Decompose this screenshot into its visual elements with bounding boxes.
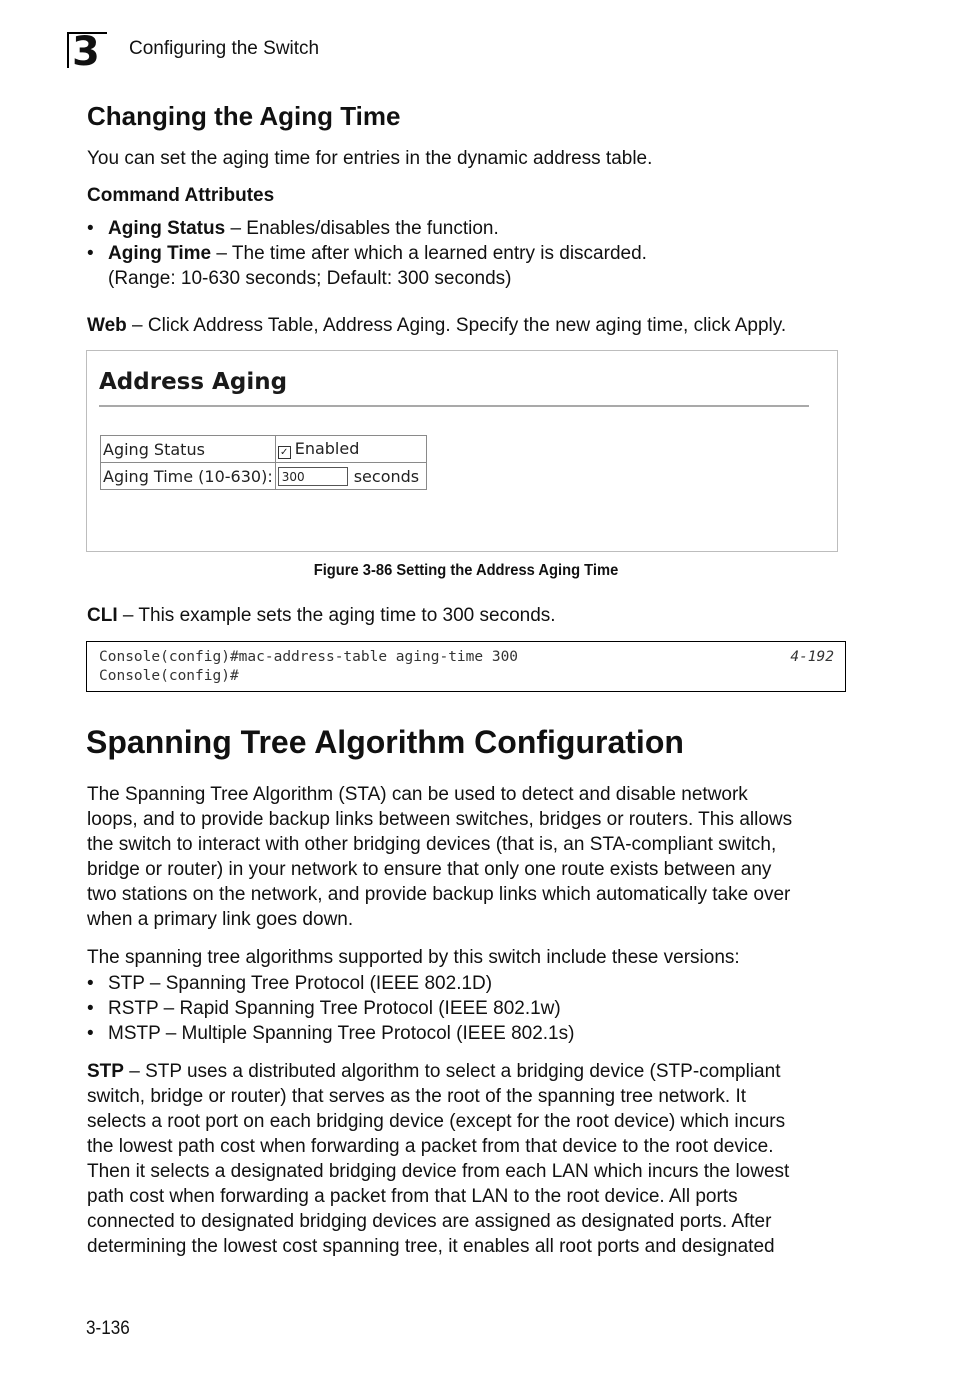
bullet-icon: • <box>87 218 94 239</box>
aging-time-unit: seconds <box>353 466 420 486</box>
aging-status-cell <box>275 436 426 463</box>
text-line: loops, and to provide backup links between switches, bridges or routers. This allows <box>87 809 793 830</box>
panel-divider <box>99 405 809 407</box>
web-instructions <box>87 313 786 338</box>
bullet-icon: • <box>87 1023 94 1044</box>
text-line: two stations on the network, and provide backup links which automatically take over <box>87 884 791 905</box>
stp-paragraph <box>87 1059 847 1259</box>
bullet-icon: • <box>87 998 94 1019</box>
version-item: RSTP – Rapid Spanning Tree Protocol (IEEE 802.1w) <box>108 998 561 1019</box>
aging-status-label: Aging Status <box>101 436 276 463</box>
list-item <box>87 1021 847 1046</box>
sta-paragraph-1 <box>87 782 847 932</box>
aging-status-checkbox[interactable]: ✓ <box>278 446 291 459</box>
code-line: Console(config)#mac-address-table aging-time 300 <box>99 649 519 665</box>
attribute-desc: – Enables/disables the function. <box>225 218 499 239</box>
aging-time-label: Aging Time (10-630): <box>101 463 276 490</box>
section-intro: You can set the aging time for entries in the dynamic address table. <box>87 148 653 169</box>
chapter-number: 3 <box>67 32 107 68</box>
web-text: – Click Address Table, Address Aging. Specify the new aging time, click Apply. <box>126 315 787 336</box>
list-item <box>87 241 847 291</box>
cli-instructions <box>87 603 556 628</box>
aging-settings-table <box>100 435 427 490</box>
stp-label: STP <box>87 1061 124 1082</box>
address-aging-panel <box>86 350 838 552</box>
figure-caption: Figure 3-86 Setting the Address Aging Time <box>313 562 619 579</box>
version-item: STP – Spanning Tree Protocol (IEEE 802.1D) <box>108 973 493 994</box>
cli-text: – This example sets the aging time to 300 seconds. <box>117 605 556 626</box>
aging-time-cell <box>275 463 426 490</box>
attribute-term: Aging Status <box>108 218 226 239</box>
bullet-icon: • <box>87 973 94 994</box>
sta-heading: Spanning Tree Algorithm Configuration <box>86 724 684 760</box>
list-item <box>87 996 847 1021</box>
text-line: the switch to interact with other bridging devices (that is, an STA-compliant switch, <box>87 834 777 855</box>
text-line: Then it selects a designated bridging device from each LAN which incurs the lowest <box>87 1161 790 1182</box>
chapter-title: Configuring the Switch <box>129 38 320 59</box>
web-label: Web <box>87 315 127 336</box>
text-line: connected to designated bridging devices are assigned as designated ports. After <box>87 1211 772 1232</box>
aging-time-input[interactable]: 300 <box>278 467 348 486</box>
list-item <box>87 216 847 241</box>
text-span: – STP uses a distributed algorithm to select a bridging device (STP-compliant <box>123 1061 781 1082</box>
text-line: selects a root port on each bridging device (except for the root device) which incurs <box>87 1111 786 1132</box>
cli-code-block <box>86 641 846 692</box>
table-row <box>101 436 427 463</box>
text-line: bridge or router) in your network to ensure that only one route exists between any <box>87 859 772 880</box>
command-reference: 4-192 <box>790 649 834 665</box>
text-line: determining the lowest cost spanning tree, it enables all root ports and designated <box>87 1236 775 1257</box>
sta-paragraph-2: The spanning tree algorithms supported by this switch include these versions: <box>87 947 740 968</box>
bullet-icon: • <box>87 243 94 264</box>
attribute-term: Aging Time <box>108 243 212 264</box>
list-item <box>87 971 847 996</box>
code-line: Console(config)# <box>99 668 239 684</box>
panel-title: Address Aging <box>99 369 288 395</box>
table-row <box>101 463 427 490</box>
text-line: path cost when forwarding a packet from that LAN to the root device. All ports <box>87 1186 738 1207</box>
attribute-desc: – The time after which a learned entry is discarded. <box>211 243 647 264</box>
text-line <box>87 1059 847 1084</box>
text-line: the lowest path cost when forwarding a packet from that device to the root device. <box>87 1136 774 1157</box>
attribute-range: (Range: 10-630 seconds; Default: 300 seconds) <box>108 268 512 289</box>
version-item: MSTP – Multiple Spanning Tree Protocol (IEEE 802.1s) <box>108 1023 575 1044</box>
checkbox-label: Enabled <box>294 439 360 458</box>
text-line: switch, bridge or router) that serves as the root of the spanning tree network. It <box>87 1086 746 1107</box>
attribute-list <box>87 216 847 291</box>
cli-label: CLI <box>87 605 118 626</box>
text-line: when a primary link goes down. <box>87 909 354 930</box>
section-heading: Changing the Aging Time <box>87 101 401 131</box>
command-attributes-label: Command Attributes <box>87 185 275 206</box>
text-line: The Spanning Tree Algorithm (STA) can be used to detect and disable network <box>87 784 748 805</box>
sta-version-list <box>87 971 847 1046</box>
page-number: 3-136 <box>86 1318 130 1339</box>
